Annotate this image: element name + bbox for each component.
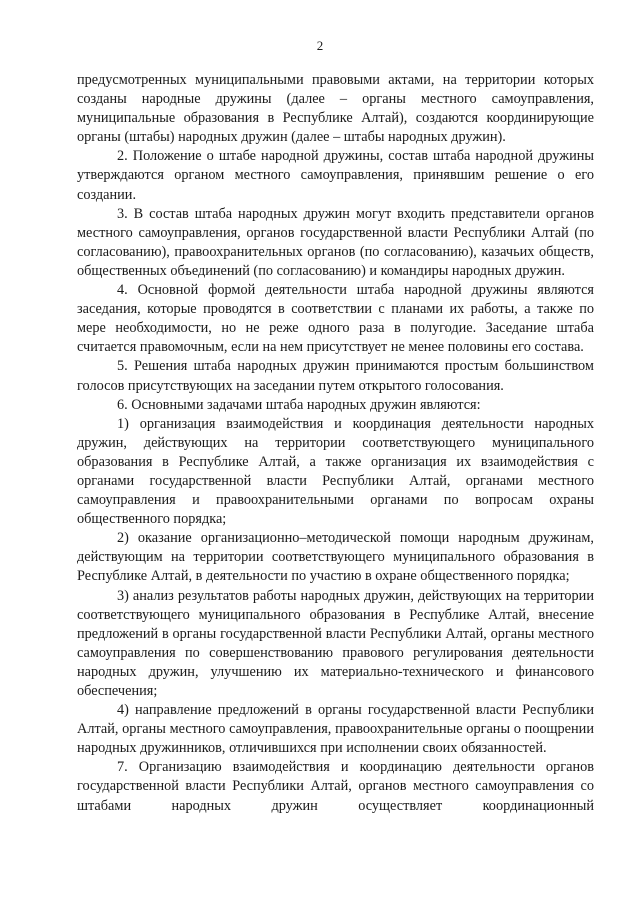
paragraph-item-3: 3. В состав штаба народных дружин могут входить представители органов местного самоуправления, органов государственной власти Республики Алтай (по согласованию), правоохранительных органов (по согласованию), казачьих обществ, общественных объединений (по согласованию) и командиры народных дружин. (77, 205, 594, 279)
paragraph-subitem-3: 3) анализ результатов работы народных дружин, действующих на территории соответствующего муниципального образования в Республике Алтай, внесение предложений в органы государственной власти Республики Алтай, органы местного самоуправления по совершенствованию правового регулирования деятельности народных дружин, улучшению их материально-технического и финансового обеспечения; (77, 587, 594, 699)
paragraph-continuation: предусмотренных муниципальными правовыми актами, на территории которых созданы народные дружины (далее – органы местного самоуправления, муниципальные образования в Республике Алтай), создаются координирующие органы (штабы) народных дружин (далее – штабы народных дружин). (77, 72, 594, 146)
document-body (77, 71, 594, 816)
page-number: 2 (316, 38, 324, 53)
paragraph-subitem-1: 1) организация взаимодействия и координация деятельности народных дружин, действующих на территории соответствующего муниципального образования в Республике Алтай, а также организация их взаимодействия с органами государственной власти Республики Алтай, органами местного самоуправления и правоохранительными органами по вопросам охраны общественного порядка; (77, 415, 594, 528)
paragraph-item-7: 7. Организацию взаимодействия и координацию деятельности органов государственной власти Республики Алтай, органов местного самоуправления со штабами народных дружин осуществляет координационный (77, 759, 594, 814)
paragraph-item-6: 6. Основными задачами штаба народных дружин являются: (117, 396, 481, 413)
paragraph-item-5: 5. Решения штаба народных дружин принимаются простым большинством голосов присутствующих на заседании путем открытого голосования. (77, 358, 594, 394)
paragraph-subitem-4: 4) направление предложений в органы государственной власти Республики Алтай, органы местного самоуправления, правоохранительные органы о поощрении народных дружинников, отличившихся при исполнении своих обязанностей. (77, 702, 594, 757)
paragraph-item-4: 4. Основной формой деятельности штаба народной дружины являются заседания, которые проводятся в соответствии с планами их работы, а также по мере необходимости, но не реже одного раза в полугодие. Заседание штаба считается правомочным, если на нем присутствует не менее половины его состава. (77, 282, 594, 356)
paragraph-subitem-2: 2) оказание организационно–методической помощи народным дружинам, действующим на территории соответствующего муниципального образования в Республике Алтай, в деятельности по участию в охране общественного порядка; (77, 530, 594, 585)
paragraph-item-2: 2. Положение о штабе народной дружины, состав штаба народной дружины утверждаются органом местного самоуправления, принявшим решение о его создании. (77, 148, 594, 203)
